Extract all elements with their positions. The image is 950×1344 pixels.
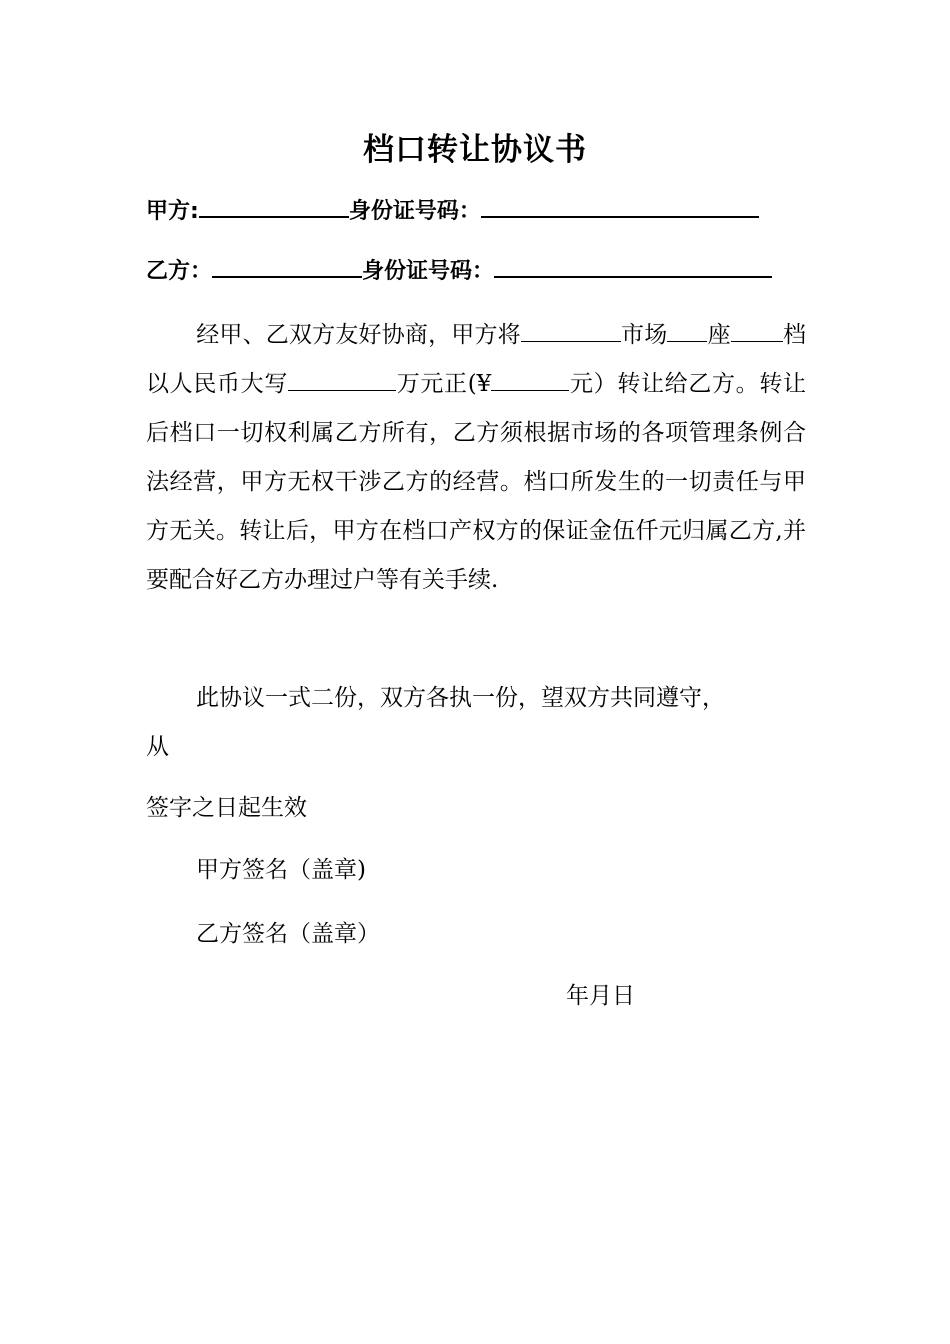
party-b-label: 乙方： — [146, 259, 213, 284]
party-a-id-blank — [481, 194, 759, 218]
copies-clause-line-1: 此协议一式二份，双方各执一份，望双方共同遵守， — [196, 685, 725, 711]
terms-text-3: 座 — [707, 322, 731, 348]
party-b-signature-label: 乙方签名（盖章） — [196, 921, 380, 947]
terms-text-6: 元）转让给乙方。转让后档口一切权利属乙方所有，乙方须根据市场的各项管理条例合法经营，甲方无权干涉乙方的经营。档口所发生的一切责任与甲方无关。转让后，甲方在档口产权方的保证金伍仟元归属乙方,并要配合好乙方办理过户等有关手续. — [146, 371, 807, 593]
terms-text-4: 档以人民币大写 — [146, 322, 807, 397]
terms-text-2: 市场 — [620, 322, 668, 348]
amount-words-blank — [288, 368, 396, 391]
party-b-id-label: 身份证号码： — [362, 259, 495, 284]
effective-date-clause: 签字之日起生效 — [146, 795, 307, 821]
party-a-signature-label: 甲方签名（盖章) — [196, 857, 366, 883]
party-b-line — [146, 254, 772, 290]
amount-figure-blank — [491, 368, 569, 391]
date-label: 年月日 — [566, 983, 635, 1009]
party-b-id-blank — [494, 254, 772, 278]
document-title: 档口转让协议书 — [363, 132, 587, 168]
stall-blank — [731, 319, 783, 342]
party-b-name-blank — [212, 254, 362, 278]
transfer-terms-paragraph — [146, 311, 806, 605]
terms-text-5: 万元正(¥ — [396, 371, 492, 397]
party-a-id-label: 身份证号码： — [348, 199, 481, 224]
terms-text-1: 经甲、乙双方友好协商，甲方将 — [196, 322, 521, 348]
party-a-line — [146, 194, 759, 230]
party-a-label: 甲方: — [146, 199, 199, 224]
building-blank — [667, 319, 707, 342]
party-a-name-blank — [199, 194, 349, 218]
market-blank — [521, 319, 621, 342]
copies-clause-line-2: 从 — [146, 734, 169, 760]
